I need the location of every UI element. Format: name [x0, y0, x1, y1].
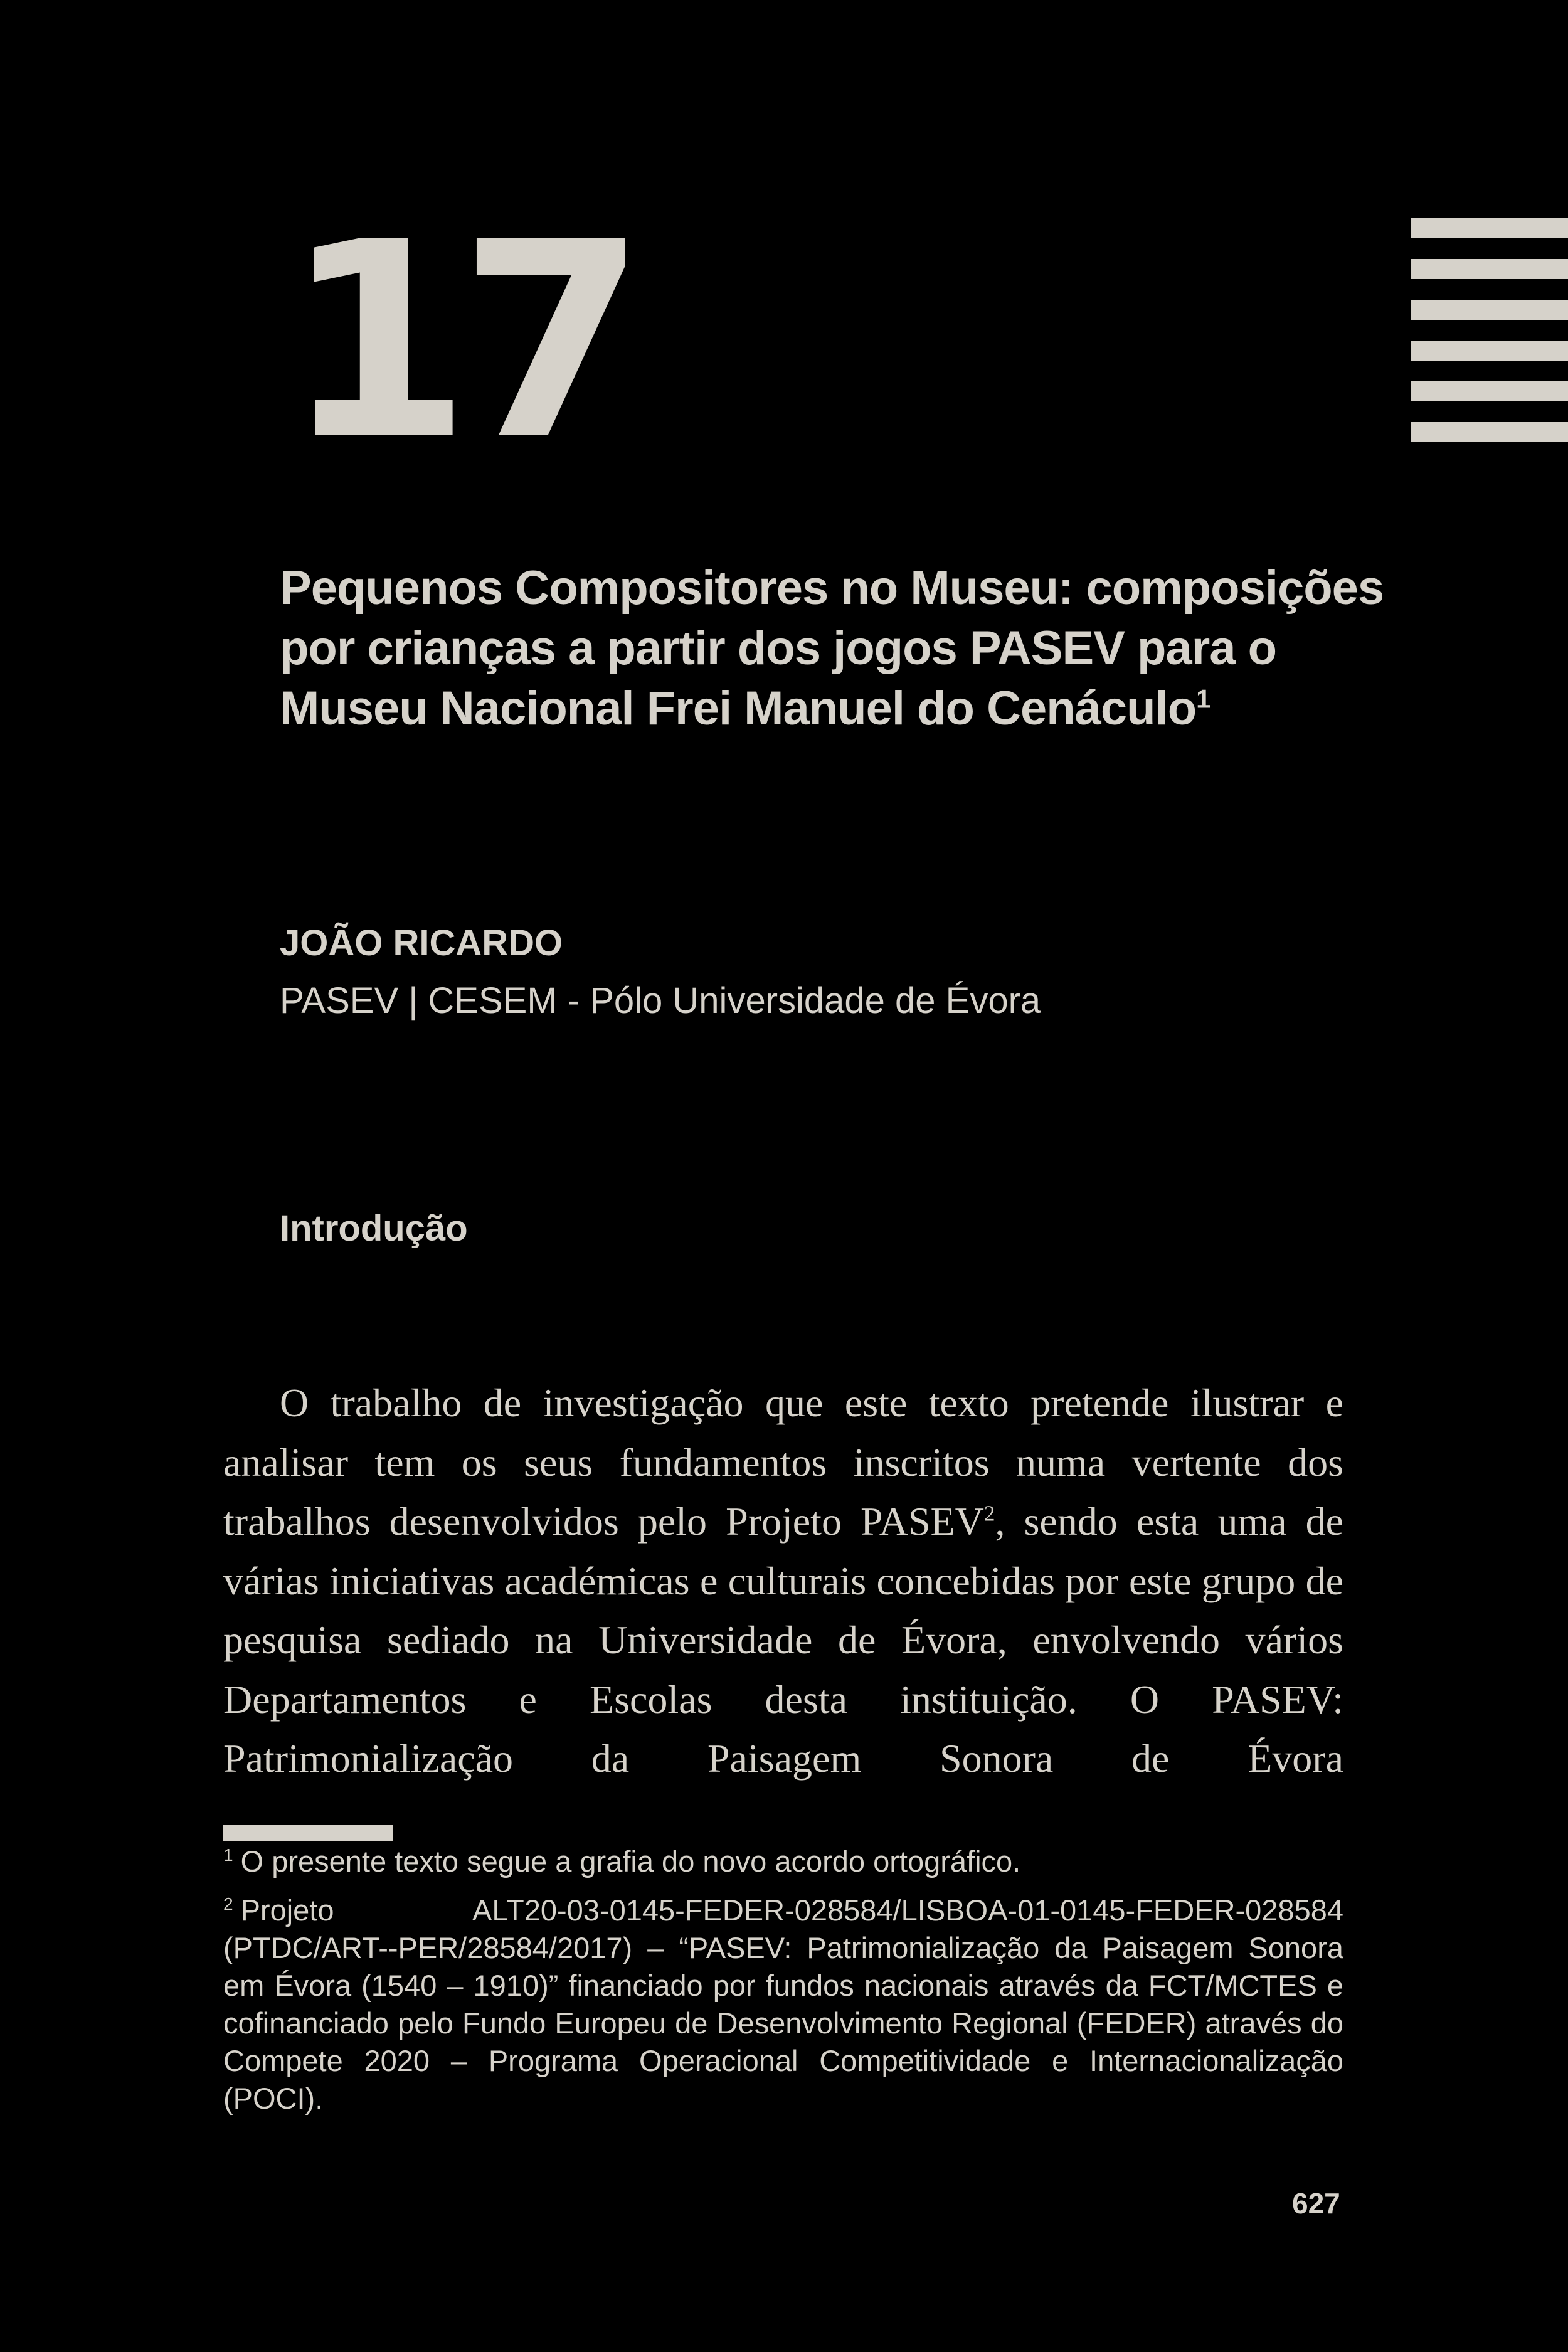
stripe — [1411, 259, 1568, 279]
stripe — [1411, 218, 1568, 238]
author-affiliation: PASEV | CESEM - Pólo Universidade de Évora — [280, 980, 1041, 1021]
page-number: 627 — [1292, 2187, 1340, 2220]
title-footnote-mark[interactable]: 1 — [1196, 684, 1210, 714]
body-footnote-mark[interactable]: 2 — [983, 1501, 995, 1526]
footnote-2-mark: 2 — [223, 1894, 233, 1914]
author-name: JOÃO RICARDO — [280, 923, 563, 963]
body-text-part1: O trabalho de investigação que este texto pretende ilustrar e analisar tem os seus fundamentos inscritos numa vertente dos trabalhos desenvolvidos pelo Projeto PASEV — [223, 1380, 1343, 1544]
stripe — [1411, 341, 1568, 361]
chapter-stripes-decoration — [1411, 218, 1568, 463]
footnote-2 — [223, 1892, 1343, 2117]
footnote-1-mark: 1 — [223, 1845, 233, 1865]
footnote-separator — [223, 1825, 393, 1841]
section-heading: Introdução — [280, 1208, 468, 1249]
chapter-title-text: Pequenos Compositores no Museu: composições por crianças a partir dos jogos PASEV para o Museu Nacional Frei Manuel do Cenáculo — [280, 561, 1384, 735]
footnote-2-text: Projeto ALT20-03-0145-FEDER-028584/LISBOA-01-0145-FEDER-028584 (PTDC/ART--PER/28584/2017) – “PASEV: Patrimonialização da Paisagem Sonora em Évora (1540 – 1910)” financiado por fundos nacionais através da FCT/MCTES e cofinanciado pelo Fundo Europeu de Desenvolvimento Regional (FEDER) através do Compete 2020 – Programa Operacional Competitividade e Internacionalização (POCI). — [223, 1894, 1343, 2115]
body-paragraph — [223, 1374, 1343, 1789]
chapter-title — [280, 558, 1396, 739]
footnote-1-text: O presente texto segue a grafia do novo acordo ortográfico. — [240, 1845, 1021, 1878]
stripe — [1411, 422, 1568, 442]
chapter-number: 17 — [283, 185, 634, 499]
footnote-1 — [223, 1843, 1343, 1880]
stripe — [1411, 300, 1568, 320]
body-text-part2: , sendo esta uma de várias iniciativas académicas e culturais concebidas por este grupo de pesquisa sediado na Universidade de Évora, envolvendo vários Departamentos e Escolas desta instituição. O PASEV: Patrimonialização da Paisagem Sonora de Évora — [223, 1499, 1343, 1781]
stripe — [1411, 381, 1568, 401]
